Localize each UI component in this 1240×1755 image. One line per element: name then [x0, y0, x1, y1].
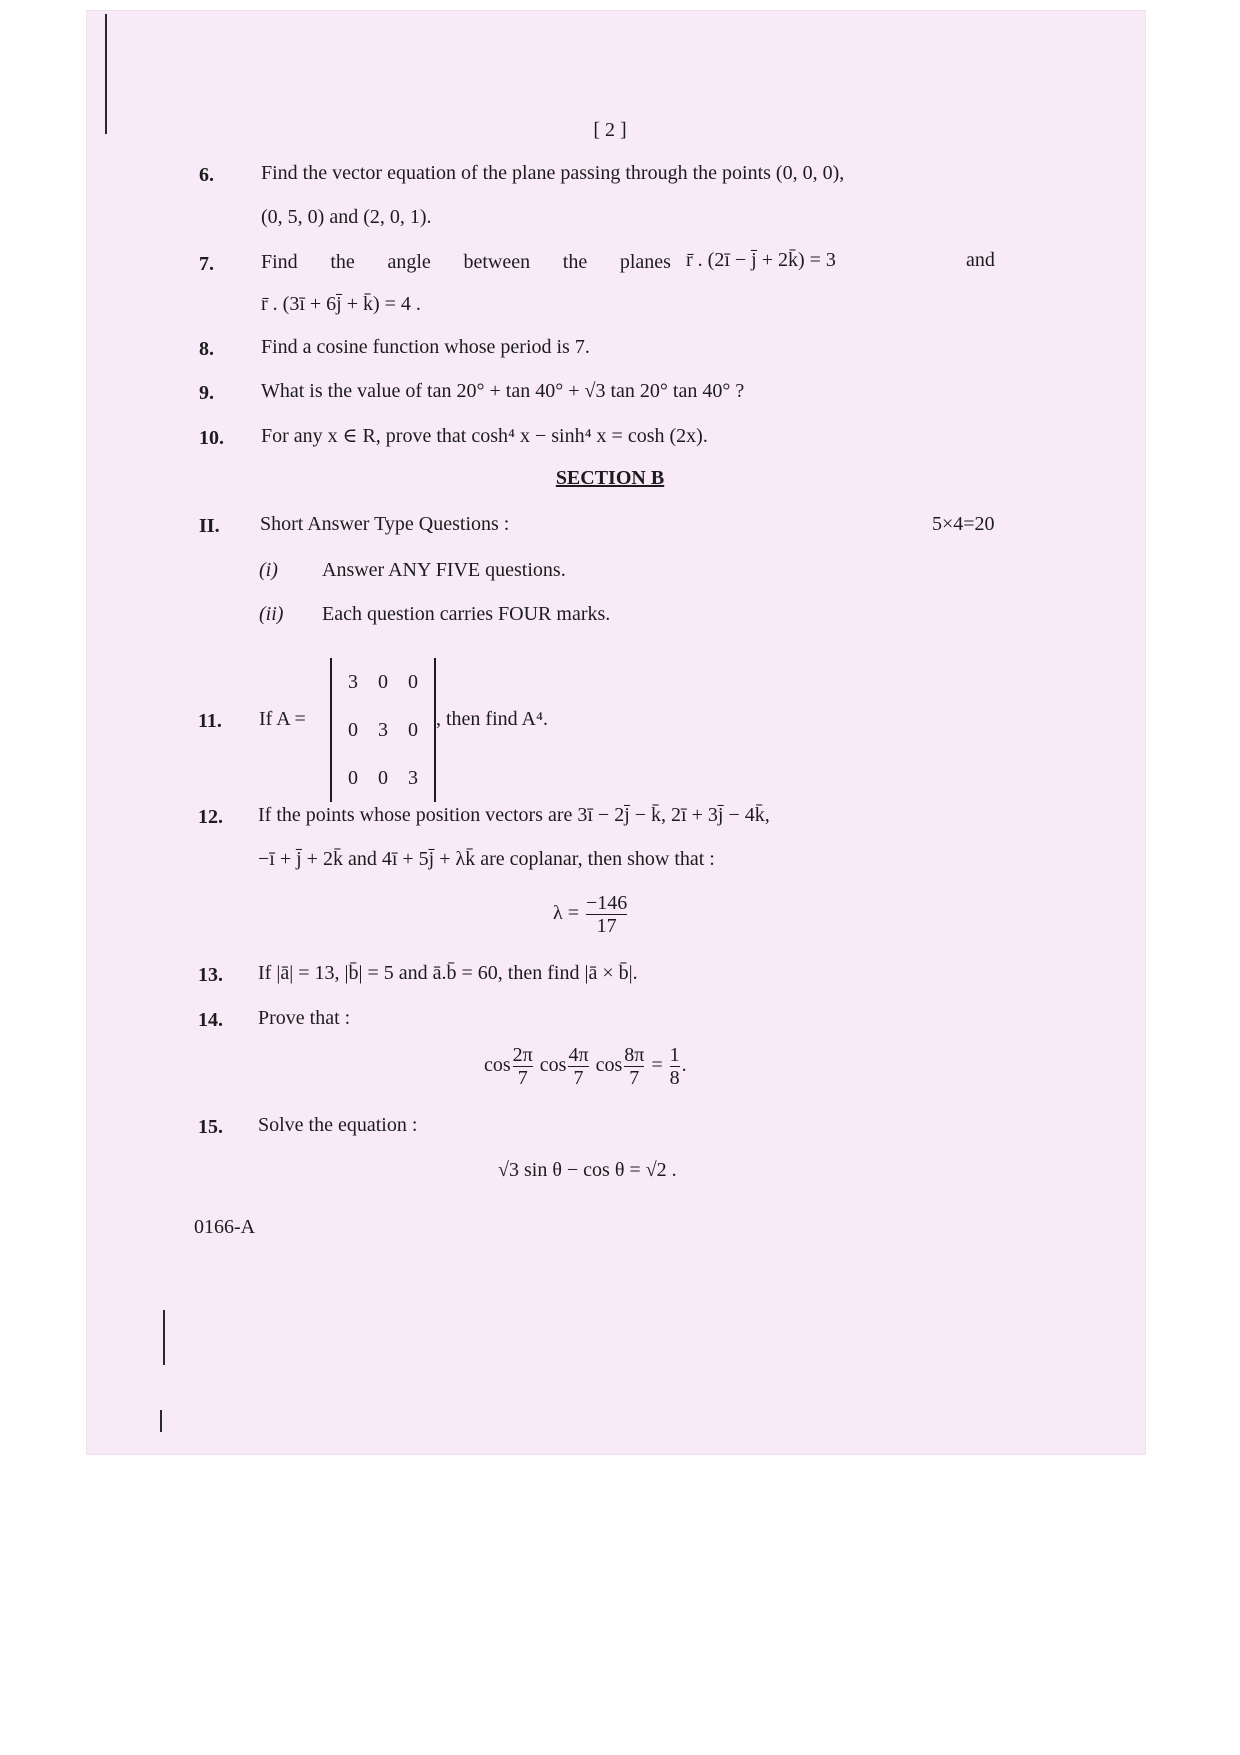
numerator: 2π — [512, 1044, 533, 1066]
page-number: [ 2 ] — [593, 119, 627, 141]
q7-word: the — [562, 251, 588, 273]
matrix-cell: 3 — [378, 718, 388, 741]
q12-text-line1: If the points whose position vectors are 3ī − 2j̄ − k̄, 2ī + 3j̄ − 4k̄, — [258, 804, 770, 826]
section-b-heading: Short Answer Type Questions : — [260, 513, 510, 535]
numerator: 1 — [669, 1044, 680, 1066]
q14-text: Prove that : — [258, 1007, 351, 1029]
q8-number: 8. — [199, 338, 214, 360]
q7-number: 7. — [199, 253, 214, 275]
q9-number: 9. — [199, 382, 214, 404]
footer-code: 0166-A — [194, 1216, 256, 1238]
instruction-2-text: Each question carries FOUR marks. — [322, 603, 611, 625]
q8-text: Find a cosine function whose period is 7. — [261, 336, 590, 358]
q13-number: 13. — [198, 964, 223, 986]
q13-text: If |ā| = 13, |b̄| = 5 and ā.b̄ = 60, then find |ā × b̄|. — [258, 962, 638, 984]
cos-label: cos — [539, 1054, 567, 1077]
q15-number: 15. — [198, 1116, 223, 1138]
denominator: 7 — [568, 1066, 588, 1089]
matrix-cell: 0 — [348, 766, 358, 789]
q14-number: 14. — [198, 1009, 223, 1031]
q11-prefix: If A = — [259, 708, 306, 730]
matrix-cell: 3 — [348, 670, 358, 693]
denominator: 7 — [513, 1066, 533, 1089]
section-b-marks: 5×4=20 — [932, 513, 995, 535]
q7-word: angle — [387, 251, 431, 273]
fraction-8pi-7 — [624, 1044, 644, 1089]
period: . — [681, 1054, 687, 1077]
q6-text-line1: Find the vector equation of the plane passing through the points (0, 0, 0), — [261, 162, 845, 184]
q7-word: the — [330, 251, 355, 273]
matrix-cell: 3 — [408, 766, 418, 789]
instruction-1-number: (i) — [259, 559, 278, 581]
matrix-cell: 0 — [378, 766, 388, 789]
q6-number: 6. — [199, 164, 214, 186]
lambda-fraction — [586, 892, 627, 937]
instruction-2-number: (ii) — [259, 603, 284, 625]
numerator: 4π — [568, 1044, 589, 1066]
q6-text-line2: (0, 5, 0) and (2, 0, 1). — [261, 206, 432, 228]
q15-equation: √3 sin θ − cos θ = √2 . — [498, 1159, 677, 1181]
denominator: 8 — [669, 1067, 680, 1089]
lambda-equation — [553, 892, 629, 937]
lambda-numerator: −146 — [585, 892, 628, 914]
q11-suffix: , then find A⁴. — [436, 708, 548, 730]
matrix-cell: 0 — [408, 718, 418, 741]
q7-word: planes — [619, 251, 671, 273]
q15-text: Solve the equation : — [258, 1114, 418, 1136]
q7-equation-2: r̄ . (3ī + 6j̄ + k̄) = 4 . — [261, 293, 421, 315]
section-b-number: II. — [199, 515, 220, 537]
numerator: 8π — [624, 1044, 645, 1066]
matrix-cell: 0 — [408, 670, 418, 693]
lambda-lhs: λ = — [553, 902, 579, 925]
q14-identity — [484, 1044, 687, 1089]
q9-text: What is the value of tan 20° + tan 40° + √3 tan 20° tan 40° ? — [261, 380, 745, 402]
matrix-cell: 0 — [378, 670, 388, 693]
fraction-1-8 — [670, 1044, 680, 1089]
lambda-denominator: 17 — [586, 914, 627, 937]
q11-number: 11. — [198, 710, 222, 732]
fraction-2pi-7 — [513, 1044, 533, 1089]
q7-word: Find — [261, 251, 298, 273]
section-b-title: SECTION B — [555, 467, 665, 489]
equals-sign: = — [651, 1054, 663, 1077]
scan-mark-bottom — [163, 1310, 165, 1365]
q10-number: 10. — [199, 427, 224, 449]
q7-text-line1 — [261, 250, 671, 274]
matrix-a — [330, 658, 436, 802]
scan-mark-top — [105, 14, 107, 134]
q12-number: 12. — [198, 806, 223, 828]
scan-mark-bottom-small — [160, 1410, 162, 1432]
denominator: 7 — [624, 1066, 644, 1089]
matrix-cell: 0 — [348, 718, 358, 741]
instruction-1-text: Answer ANY FIVE questions. — [322, 559, 566, 581]
q10-text: For any x ∈ R, prove that cosh⁴ x − sinh⁴ x = cosh (2x). — [261, 425, 708, 447]
q7-word: between — [463, 251, 531, 273]
cos-label: cos — [595, 1054, 623, 1077]
q12-text-line2: −ī + j̄ + 2k̄ and 4ī + 5j̄ + λk̄ are coplanar, then show that : — [258, 848, 715, 870]
cos-label: cos — [484, 1054, 511, 1077]
fraction-4pi-7 — [568, 1044, 588, 1089]
q7-equation-1: r̄ . (2ī − j̄ + 2k̄) = 3 — [686, 249, 836, 271]
q7-and: and — [966, 249, 995, 271]
